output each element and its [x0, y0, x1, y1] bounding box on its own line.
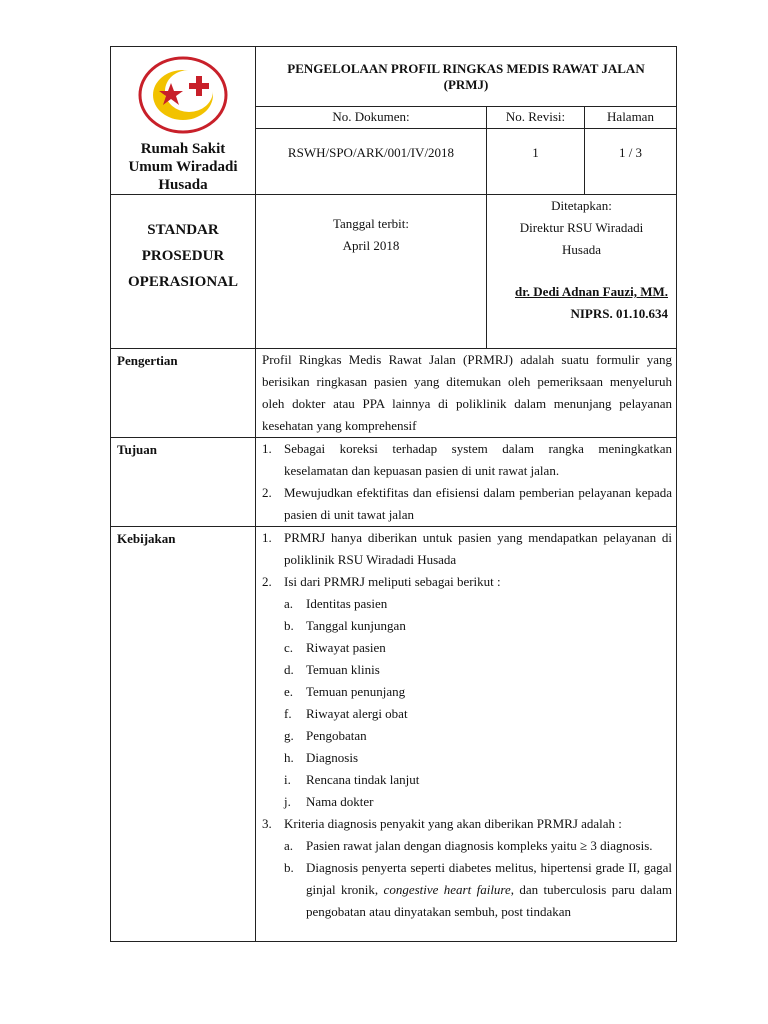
sop-title-line2: PROSEDUR	[141, 248, 225, 264]
sub-item: i. Rencana tindak lanjut	[284, 772, 420, 787]
kebijakan-content	[256, 527, 677, 942]
page-label: Halaman	[585, 106, 677, 128]
list-item: 2. Isi dari PRMRJ meliputi sebagai berikut :	[262, 574, 501, 589]
revision-label: No. Revisi:	[487, 106, 585, 128]
signer-nip: NIPRS. 01.10.634	[570, 306, 668, 321]
list-item: 3. Kriteria diagnosis penyakit yang akan diberikan PRMRJ adalah :	[262, 816, 622, 831]
revision-no: 1	[487, 128, 585, 194]
sub-item: h. Diagnosis	[284, 750, 358, 765]
signer-name: dr. Dedi Adnan Fauzi, MM.	[514, 284, 668, 299]
pengertian-text: Profil Ringkas Medis Rawat Jalan (PRMRJ) adalah suatu formulir yang berisikan ringkasan pasien yang ditemukan oleh pemeriksaan menyeluruh oleh dokter atau PPA lainnya di poliklinik dalam menunjang pelayanan kesehatan yang komprehensif	[256, 349, 677, 438]
sub-item: b. Diagnosis penyerta seperti diabetes melitus, hipertensi grade II, gagal ginjal kronik, congestive heart failure, dan tuberculosis paru dalam pengobatan atau dinyatakan sembuh, post tindakan	[284, 860, 672, 919]
determined-label: Ditetapkan:	[551, 198, 612, 213]
determined-by-line2: Husada	[562, 242, 601, 257]
hospital-logo	[137, 55, 229, 135]
sop-table	[110, 46, 677, 942]
approval-cell	[487, 195, 677, 349]
sop-document	[110, 46, 676, 942]
doc-no-label: No. Dokumen:	[256, 106, 487, 128]
sub-item: b. Tanggal kunjungan	[284, 618, 406, 633]
sub-item: c. Riwayat pasien	[284, 640, 386, 655]
sop-title-cell	[111, 195, 256, 349]
tujuan-label: Tujuan	[111, 438, 256, 527]
pengertian-label: Pengertian	[111, 349, 256, 438]
list-item: 2. Mewujudkan efektifitas dan efisiensi dalam pemberian pelayanan kepada pasien di unit tawat jalan	[262, 485, 672, 522]
sub-item: a. Identitas pasien	[284, 596, 388, 611]
sub-item: j. Nama dokter	[284, 794, 374, 809]
list-item: 1. Sebagai koreksi terhadap system dalam rangka meningkatkan keselamatan dan kepuasan pasien di unit rawat jalan.	[262, 441, 672, 478]
document-title: PENGELOLAAN PROFIL RINGKAS MEDIS RAWAT JALAN (PRMJ)	[256, 47, 677, 107]
kebijakan-label: Kebijakan	[111, 527, 256, 942]
sub-item: e. Temuan penunjang	[284, 684, 406, 699]
sop-title-line3: OPERASIONAL	[127, 274, 239, 290]
issued-date: April 2018	[342, 238, 400, 253]
sub-item: d. Temuan klinis	[284, 662, 380, 677]
doc-no: RSWH/SPO/ARK/001/IV/2018	[256, 128, 487, 194]
list-item: 1. PRMRJ hanya diberikan untuk pasien yang mendapatkan pelayanan di poliklinik RSU Wiradadi Husada	[262, 530, 672, 567]
determined-by-line1: Direktur RSU Wiradadi	[519, 220, 644, 235]
hospital-cell	[111, 47, 256, 195]
hospital-name: Rumah Sakit Umum Wiradadi Husada	[128, 141, 238, 193]
sub-item: g. Pengobatan	[284, 728, 367, 743]
sub-item: a. Pasien rawat jalan dengan diagnosis kompleks yaitu ≥ 3 diagnosis.	[284, 838, 653, 853]
sub-item: f. Riwayat alergi obat	[284, 706, 408, 721]
tujuan-content	[256, 438, 677, 527]
issued-label: Tanggal terbit:	[333, 216, 409, 231]
issued-cell	[256, 195, 487, 349]
sop-title-line1: STANDAR	[147, 222, 219, 238]
page-no: 1 / 3	[585, 128, 677, 194]
